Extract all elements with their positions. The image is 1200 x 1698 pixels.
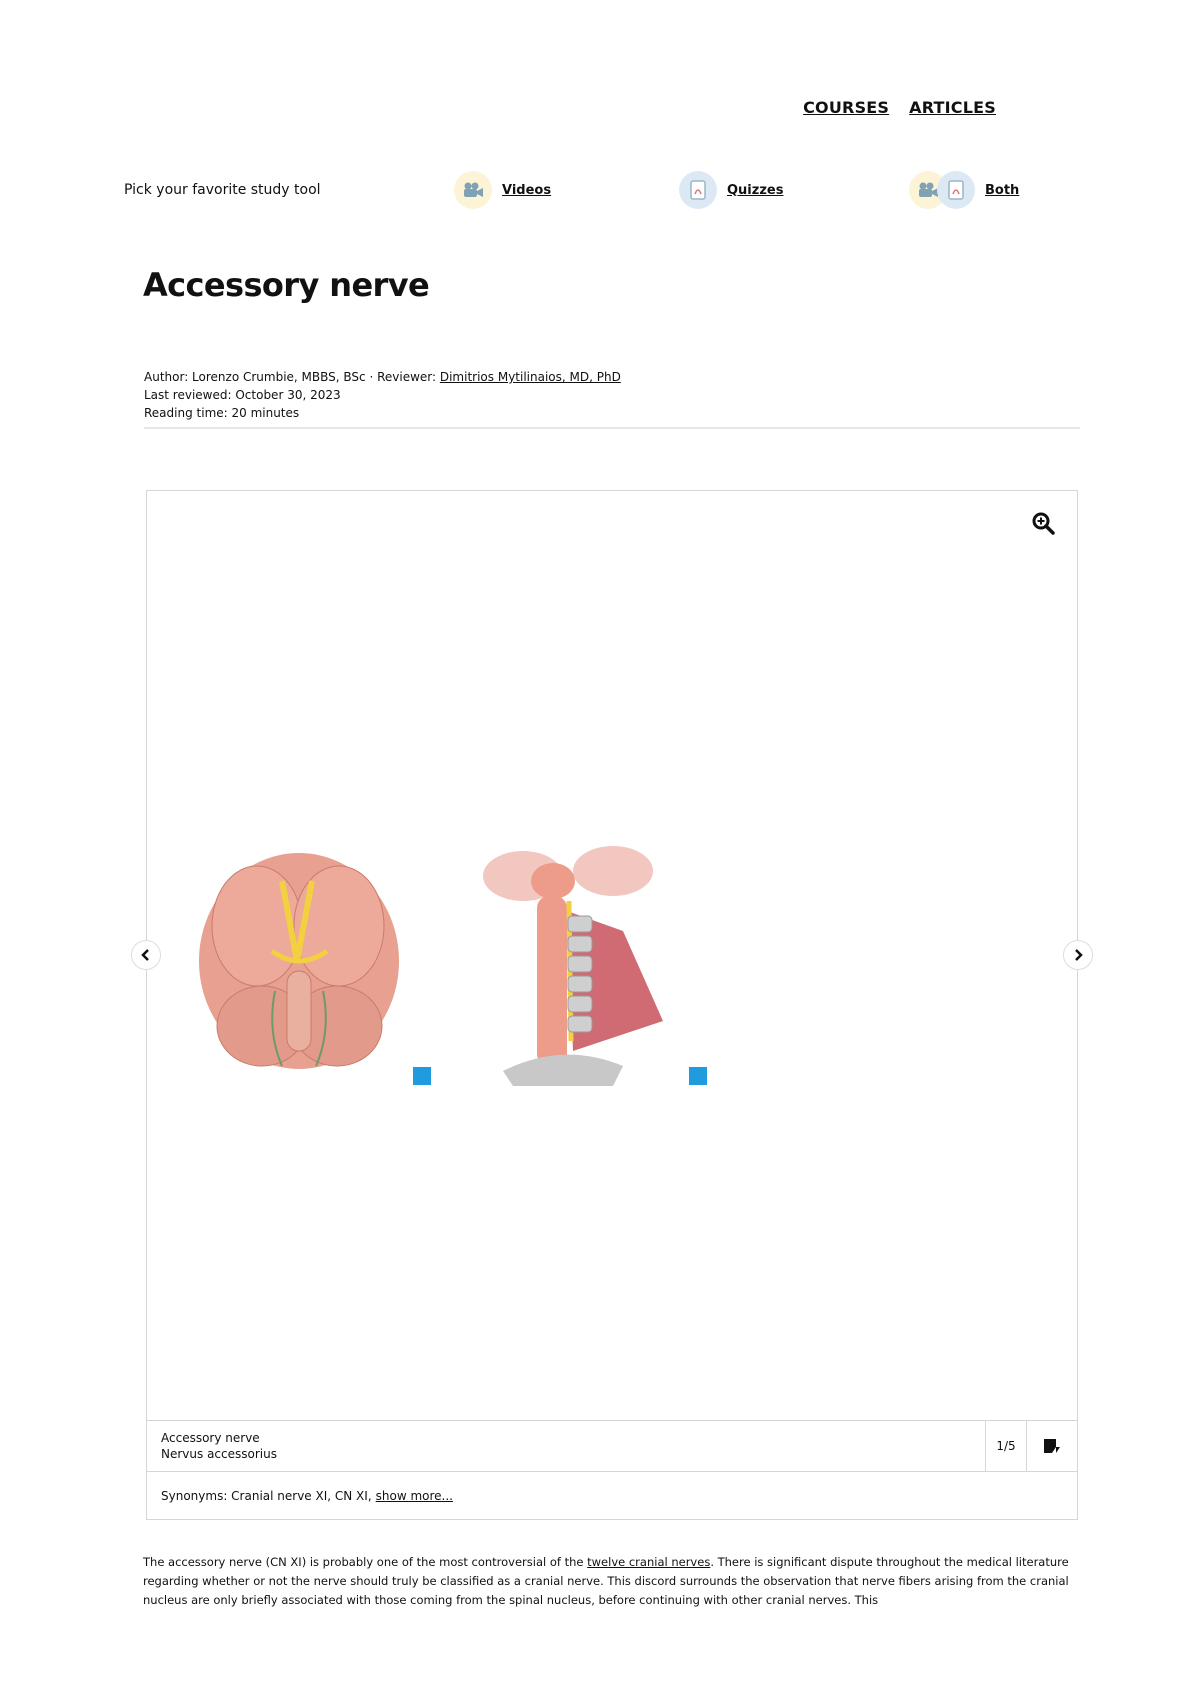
- previous-slide-button[interactable]: [131, 940, 161, 970]
- reading-time: Reading time: 20 minutes: [144, 406, 300, 420]
- study-tool-label: Pick your favorite study tool: [124, 182, 321, 198]
- chevron-left-icon: [140, 949, 152, 961]
- brand-badge: [413, 1067, 431, 1085]
- next-slide-button[interactable]: [1063, 940, 1093, 970]
- page-title: Accessory nerve: [143, 266, 430, 304]
- image-gallery: [146, 490, 1078, 1520]
- brain-inferior-view-image[interactable]: [187, 841, 435, 1091]
- zoom-in-icon[interactable]: [1031, 511, 1057, 537]
- reviewer-link[interactable]: Dimitrios Mytilinaios, MD, PhD: [439, 370, 621, 384]
- gallery-thumbnails: [187, 841, 711, 1091]
- article-intro-paragraph: The accessory nerve (CN XI) is probably one of the most controversial of the twelve cranial nerves. There is significant dispute throughout the medical literature regarding whether or not the nerve should truly be classified as a cranial nerve. This discord surrounds the observation that nerve fibers arising from the cranial nucleus are only briefly associated with those coming from the spinal nucleus, before continuing with other cranial nerves. This: [143, 1554, 1069, 1607]
- quiz-icon: [679, 171, 717, 209]
- videos-link[interactable]: Videos: [502, 182, 552, 198]
- divider: [144, 427, 1080, 429]
- note-icon: [1043, 1438, 1061, 1454]
- note-button[interactable]: [1026, 1421, 1077, 1471]
- article-meta: [144, 368, 621, 422]
- top-nav: [803, 98, 996, 117]
- last-reviewed: Last reviewed: October 30, 2023: [144, 388, 341, 402]
- quizzes-option[interactable]: [679, 171, 909, 209]
- chevron-right-icon: [1072, 949, 1084, 961]
- quizzes-link[interactable]: Quizzes: [727, 182, 784, 198]
- neck-spinal-accessory-image[interactable]: [463, 841, 711, 1091]
- caption-latin: Nervus accessorius: [161, 1447, 277, 1461]
- image-caption-bar: [146, 1420, 1078, 1472]
- video-camera-icon: [454, 171, 492, 209]
- study-tool-picker: [124, 170, 1024, 210]
- articles-link[interactable]: ARTICLES: [909, 98, 996, 117]
- quiz-icon: [937, 171, 975, 209]
- brand-badge: [689, 1067, 707, 1085]
- both-link[interactable]: Both: [985, 182, 1020, 198]
- synonyms-text: Synonyms: Cranial nerve XI, CN XI,: [161, 1488, 372, 1503]
- videos-option[interactable]: [454, 171, 679, 209]
- twelve-cranial-nerves-link[interactable]: twelve cranial nerves: [587, 1554, 711, 1569]
- synonyms-bar: [146, 1472, 1078, 1520]
- author-line: Author: Lorenzo Crumbie, MBBS, BSc · Reviewer:: [144, 370, 440, 384]
- caption-english: Accessory nerve: [161, 1431, 260, 1445]
- courses-link[interactable]: COURSES: [803, 98, 890, 117]
- show-more-link[interactable]: show more...: [375, 1488, 453, 1503]
- both-option[interactable]: [909, 171, 1019, 209]
- slide-counter: 1/5: [985, 1421, 1026, 1471]
